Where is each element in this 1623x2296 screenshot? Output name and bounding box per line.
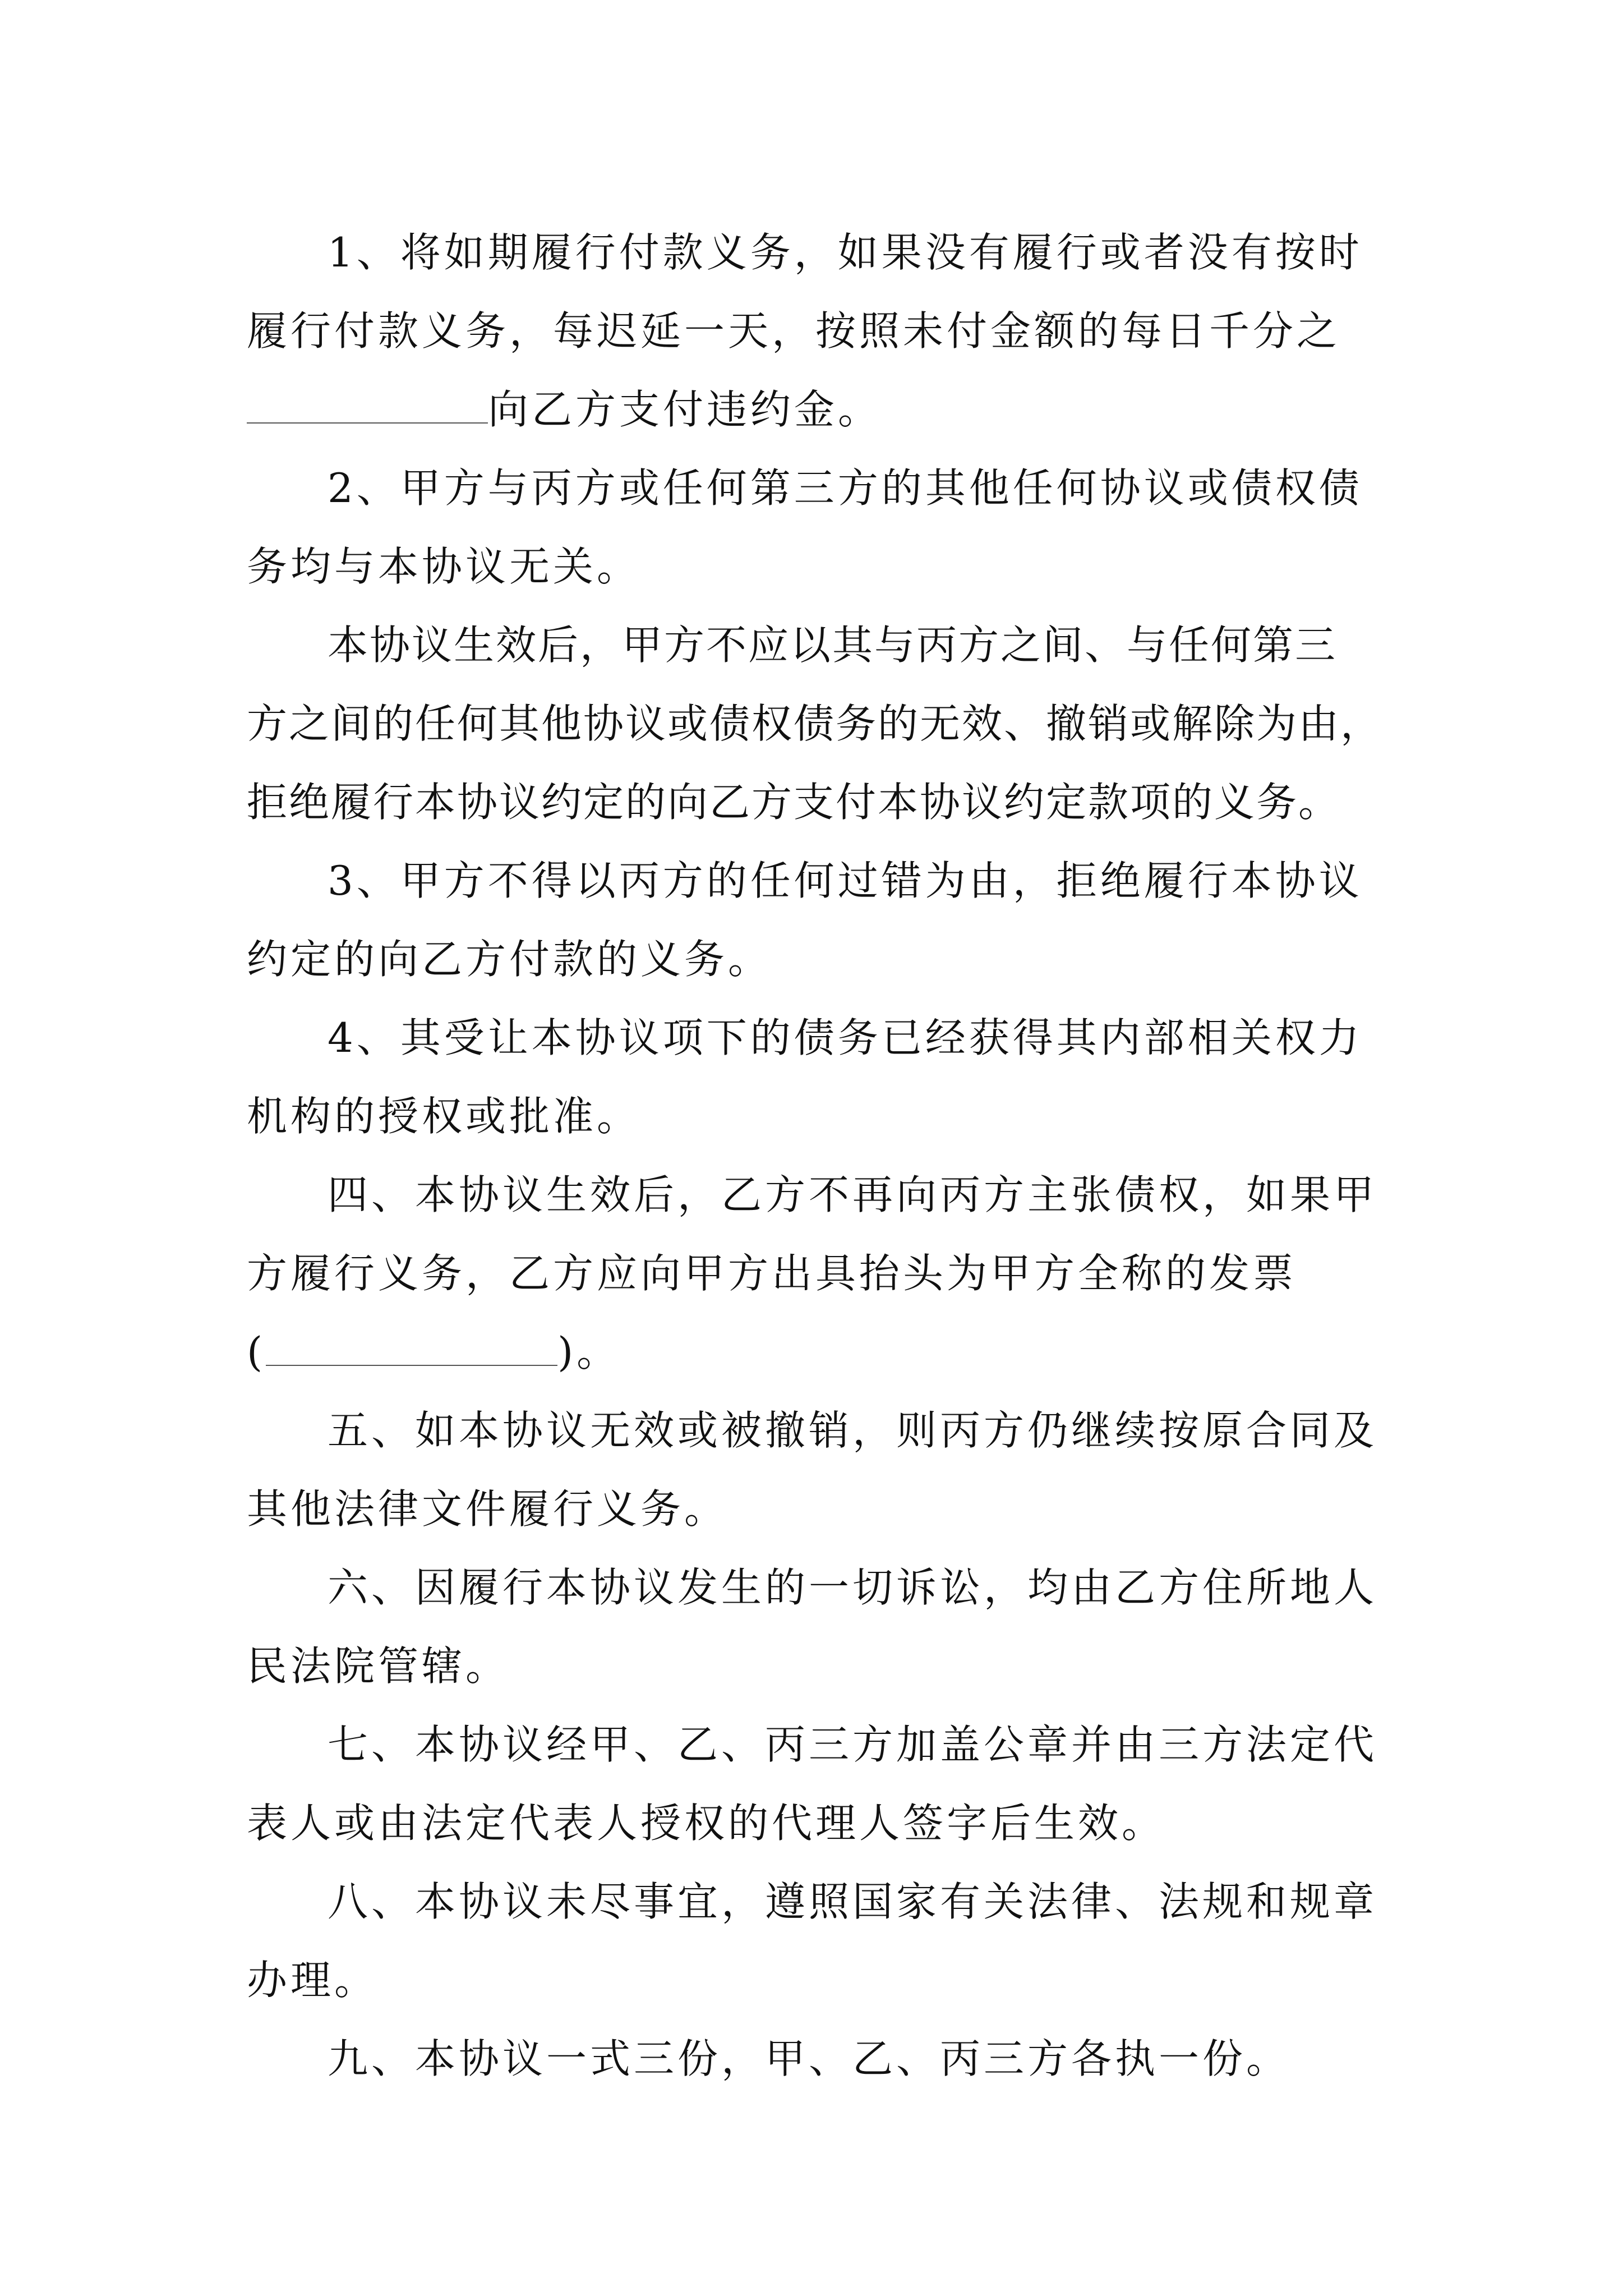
text-line: 务均与本协议无关。 — [247, 543, 641, 590]
article-four-paragraph — [247, 1156, 1402, 1391]
clause-2-paragraph — [247, 449, 1402, 606]
close-parenthesis: )。 — [557, 1328, 621, 1375]
text-line — [247, 1313, 1402, 1391]
article-eight-paragraph — [247, 1862, 1402, 2019]
fill-in-blank — [266, 1330, 557, 1366]
clause-4-paragraph — [247, 999, 1402, 1156]
clause-3-paragraph — [247, 841, 1402, 999]
text-line: 本协议生效后，甲方不应以其与丙方之间、与任何第三 — [328, 622, 1338, 669]
text-line: 1、将如期履行付款义务，如果没有履行或者没有按时 — [328, 229, 1363, 276]
text-fragment: 向乙方支付违约金。 — [488, 386, 882, 433]
text-line: 方履行义务，乙方应向甲方出具抬头为甲方全称的发票 — [247, 1250, 1297, 1297]
article-seven-paragraph — [247, 1705, 1402, 1862]
text-line: 办理。 — [247, 1957, 379, 2004]
open-parenthesis: ( — [247, 1328, 266, 1375]
text-line: 四、本协议生效后，乙方不再向丙方主张债权，如果甲 — [328, 1171, 1378, 1218]
text-line: 3、甲方不得以丙方的任何过错为由，拒绝履行本协议 — [328, 857, 1363, 904]
text-line: 七、本协议经甲、乙、丙三方加盖公章并由三方法定代 — [328, 1721, 1378, 1768]
document-body — [247, 213, 1402, 2098]
text-line: 六、因履行本协议发生的一切诉讼，均由乙方住所地人 — [328, 1564, 1378, 1611]
text-line: 表人或由法定代表人授权的代理人签字后生效。 — [247, 1800, 1166, 1847]
text-line: 拒绝履行本协议约定的向乙方支付本协议约定款项的义务。 — [247, 779, 1341, 826]
text-line: 约定的向乙方付款的义务。 — [247, 936, 772, 983]
article-five-paragraph — [247, 1391, 1402, 1548]
text-line: 机构的授权或批准。 — [247, 1093, 641, 1140]
text-line: 民法院管辖。 — [247, 1642, 510, 1690]
text-line: 八、本协议未尽事宜，遵照国家有关法律、法规和规章 — [328, 1878, 1378, 1925]
text-line: 4、其受让本协议项下的债务已经获得其内部相关权力 — [328, 1014, 1363, 1061]
effect-paragraph — [247, 606, 1402, 841]
text-line: 九、本协议一式三份，甲、乙、丙三方各执一份。 — [328, 2035, 1290, 2082]
clause-1-paragraph — [247, 213, 1402, 449]
text-line: 履行付款义务，每迟延一天，按照未付金额的每日千分之 — [247, 307, 1341, 355]
text-line: 五、如本协议无效或被撤销，则丙方仍继续按原合同及 — [328, 1407, 1378, 1454]
text-line: 2、甲方与丙方或任何第三方的其他任何协议或债权债 — [328, 464, 1363, 512]
article-six-paragraph — [247, 1548, 1402, 1705]
text-line: 其他法律文件履行义务。 — [247, 1485, 728, 1533]
text-line: 方之间的任何其他协议或债权债务的无效、撤销或解除为由， — [247, 700, 1383, 747]
article-nine-paragraph — [247, 2019, 1402, 2098]
fill-in-blank — [247, 388, 488, 424]
text-line — [247, 370, 1402, 449]
